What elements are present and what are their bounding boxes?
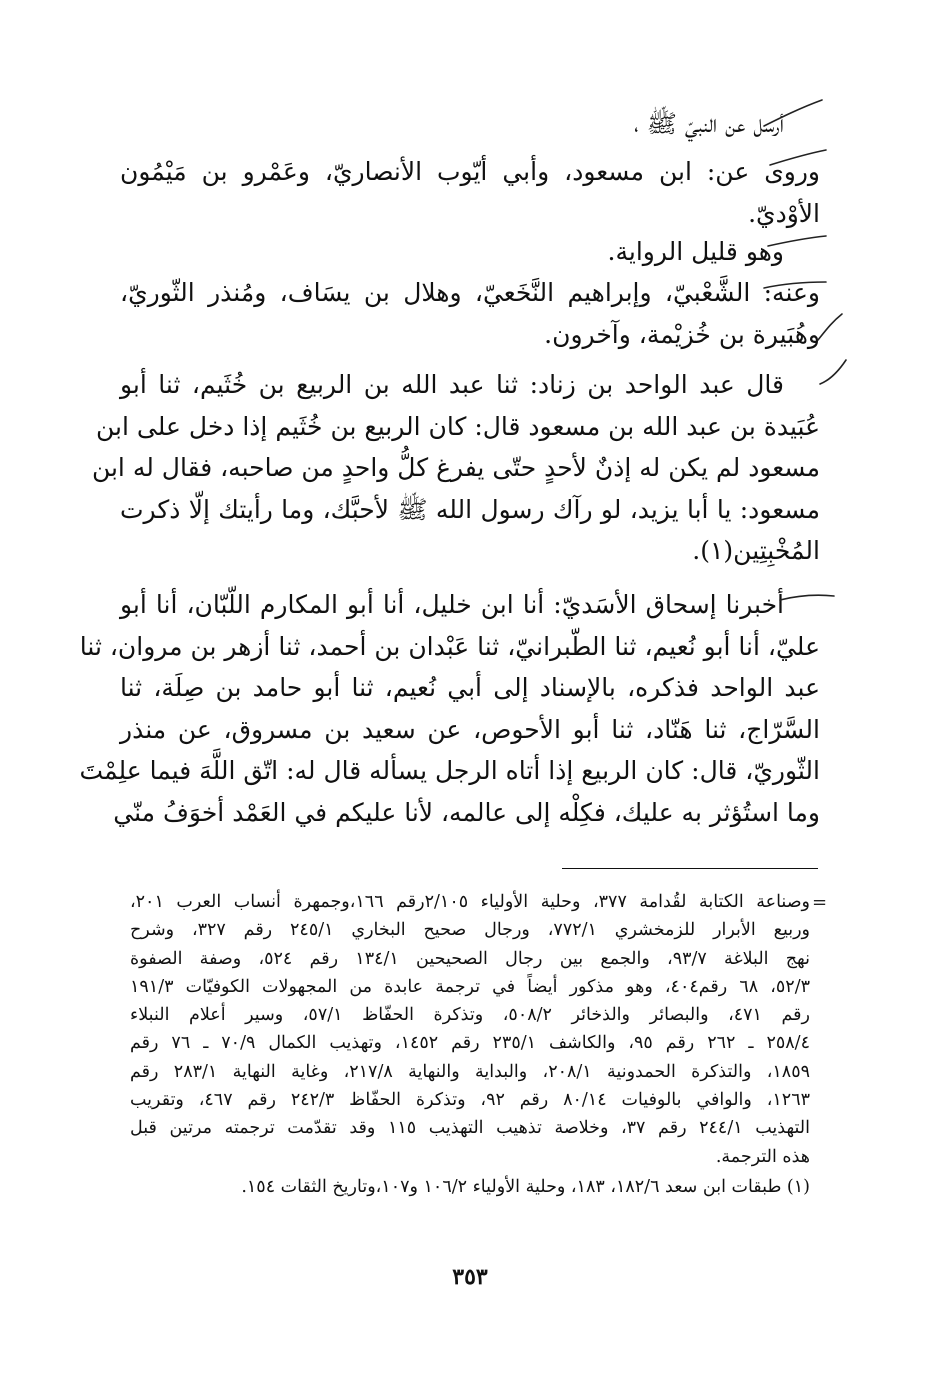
text-line: عليّ، أنا أبو نُعيم، ثنا الطّبرانيّ، ثنا عَبْدان بن أحمد، ثنا أزهر بن مروان، ثنا [79, 631, 820, 661]
paragraph-4 [120, 272, 820, 355]
text-line: وهُبَيرة بن خُزيْمة، وآخرون. [544, 319, 820, 349]
text-line: قال عبد الواحد بن زناد: ثنا عبد الله بن الربيع بن خُثَيم، ثنا أبو [120, 370, 784, 399]
footnote-line: نهج البلاغة ٩٣/٧، والجمع بين رجال الصحيحين ١٣٤/١ رقم ٥٢٤، وصفة الصفوة [130, 948, 810, 969]
text-line: وما استُؤثر به عليك، فكِلْه إلى عالمه، لأنا عليكم في العَمْد أخوَفُ منّي [113, 797, 820, 827]
footnote-line: ٢٥٨/٤ ـ ٢٦٢ رقم ٩٥، والكاشف ٢٣٥/١ رقم ١٤٥٢، وتهذيب الكمال ٧٠/٩ ـ ٧٦ رقم [130, 1033, 810, 1054]
text-line: أرسل عن النبيّ ﷺ ، [634, 109, 784, 138]
text-line: وهو قليل الرواية. [607, 237, 784, 266]
footnote-line: ١٨٥٩، والتذكرة الحمدونية ٢٠٨/١، والبداية والنهاية ٢١٧/٨، وغاية النهاية ٢٨٣/١ رقم [130, 1061, 810, 1082]
text-line: مسعود: يا أبا يزيد، لو رآك رسول الله ﷺ لأحبَّك، وما رأيتك إلّا ذكرت [120, 494, 820, 524]
text-line: عبد الواحد فذكره، بالإسناد إلى أبي نُعيم، ثنا أبو حامد بن صِلَة، ثنا [120, 673, 820, 702]
footnote-continuation-mark: = [812, 892, 828, 913]
footnote-line: رقم ٤٧١، والبصائر والذخائر ٥٠٨/٢، وتذكرة الحفّاظ ٥٧/١، وسير أعلام النبلاء [130, 1005, 810, 1026]
paragraph-2 [120, 151, 820, 234]
text-line: وروى عن: ابن مسعود، وأبي أيّوب الأنصاريّ، وعَمْرو بن مَيْمُون [120, 157, 820, 186]
footnote-1: (١) طبقات ابن سعد ١٨٢/٦، ١٨٣، وحلية الأولياء ١٠٦/٢ و١٠٧،وتاريخ الثقات ١٥٤. [241, 1176, 810, 1197]
text-line: مسعود لم يكن له إذنٌ لأحدٍ حتّى يفرغ كلُّ واحدٍ من صاحبه، فقال له ابن [91, 453, 820, 482]
paragraph-6 [79, 584, 820, 833]
footnote-line: وربيع الأبرار للزمخشري ٧٧٢/١، ورجال صحيح البخاري ٢٤٥/١ رقم ٣٢٧، وشرح [130, 920, 811, 941]
footnote-line: ١٢٦٣، والوافي بالوفيات ٨٠/١٤ رقم ٩٢، وتذكرة الحفّاظ ٢٤٢/٣ رقم ٤٦٧، وتقريب [130, 1090, 810, 1111]
paragraph-3 [120, 231, 820, 273]
pencil-tick-mark [820, 360, 846, 384]
page-number: ٣٥٣ [452, 1264, 488, 1290]
footnote-line: وصناعة الكتابة لقُدامة ٣٧٧، وحلية الأولياء ٢/١٠٥رقم ١٦٦،وجمهرة أنساب العرب ٢٠١، [130, 892, 811, 912]
text-line: الأوْديّ. [748, 198, 820, 228]
paragraph-1 [120, 103, 820, 145]
footnote-separator [562, 868, 818, 869]
text-line: السَّرّاج، ثنا هَنّاد، ثنا أبو الأحوص، عن سعيد بن مسروق، عن منذر [120, 714, 820, 744]
text-line: وعنه: الشَّعْبيّ، وإبراهيم النَّخَعيّ، وهلال بن يسَاف، ومُنذر الثّوريّ، [120, 278, 820, 307]
footnote-line: التهذيب ٢٤٤/١ رقم ٣٧، وخلاصة تذهيب التهذيب ١١٥ وقد تقدّمت ترجمته مرتين قبل [130, 1118, 810, 1139]
text-line: عُبَيدة بن عبد الله بن مسعود قال: كان الربيع بن خُثَيم إذا دخل على ابن [96, 411, 820, 441]
footnotes [130, 888, 810, 1201]
footnote-line: ٥٢/٣، ٦٨ رقم٤٠٤، وهو مذكور أيضاً في ترجمة عابدة من المجهولات الكوفيّات ١٩١/٣ [130, 976, 811, 997]
text-line: أخبرنا إسحاق الأسَديّ: أنا ابن خليل، أنا أبو المكارم اللّبّان، أنا أبو [120, 590, 784, 619]
text-line: الثّوريّ، قال: كان الربيع إذا أتاه الرجل يسأله قال له: اتّق اللَّهَ فيما علِمْتَ [79, 756, 820, 785]
footnote-line: هذه الترجمة. [715, 1146, 810, 1167]
pencil-tick-mark [818, 314, 842, 340]
paragraph-5 [91, 364, 820, 572]
text-line: المُخْبِتِين(١). [692, 536, 820, 565]
